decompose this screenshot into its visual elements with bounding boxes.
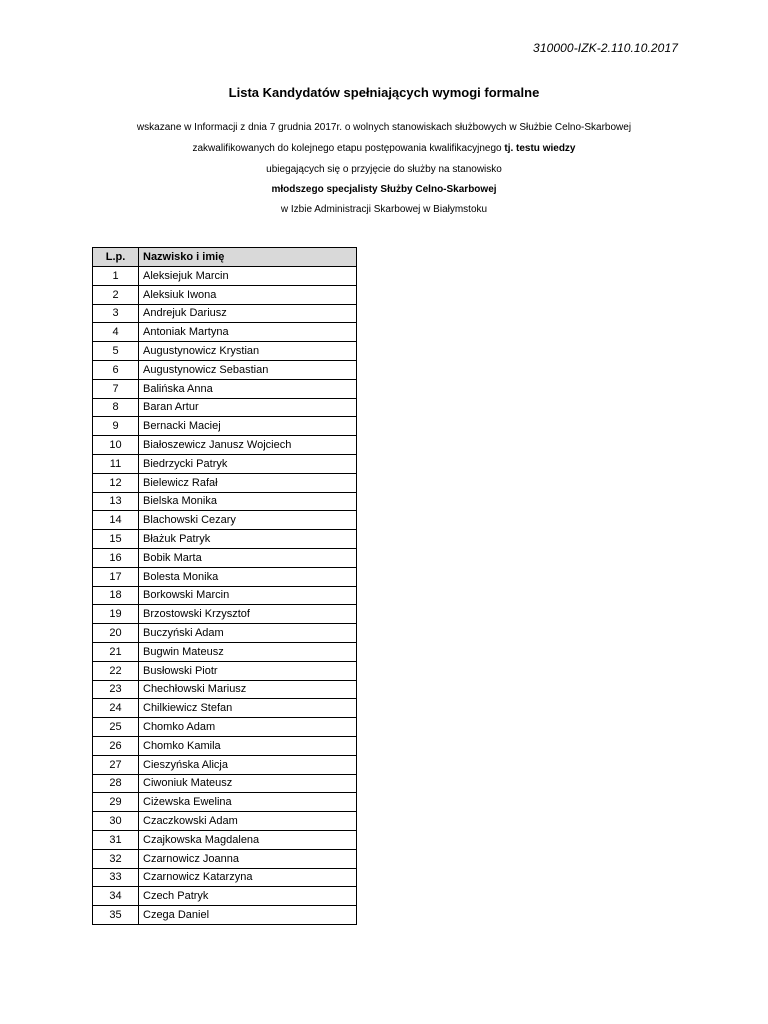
table-row [93, 624, 357, 643]
table-row [93, 379, 357, 398]
intro-line-2-text: zakwalifikowanych do kolejnego etapu postępowania kwalifikacyjnego [192, 143, 505, 154]
row-number: 2 [93, 285, 139, 304]
candidate-name: Bolesta Monika [139, 567, 357, 586]
candidate-name: Biedrzycki Patryk [139, 454, 357, 473]
row-number: 23 [93, 680, 139, 699]
intro-line-4-position: młodszego specjalisty Służby Celno-Skarbowej [271, 184, 497, 195]
row-number: 32 [93, 849, 139, 868]
intro-line-1: wskazane w Informacji z dnia 7 grudnia 2017r. o wolnych stanowiskach służbowych w Służbie Celno-Skarbowej [136, 122, 632, 133]
row-number: 17 [93, 567, 139, 586]
candidate-name: Chomko Kamila [139, 736, 357, 755]
table-row [93, 699, 357, 718]
candidate-name: Baran Artur [139, 398, 357, 417]
table-row [93, 323, 357, 342]
candidate-name: Aleksiejuk Marcin [139, 267, 357, 286]
row-number: 14 [93, 511, 139, 530]
row-number: 15 [93, 530, 139, 549]
row-number: 26 [93, 736, 139, 755]
candidate-name: Busłowski Piotr [139, 661, 357, 680]
document-title: Lista Kandydatów spełniających wymogi formalne [228, 85, 540, 100]
table-row [93, 473, 357, 492]
candidate-name: Bobik Marta [139, 548, 357, 567]
candidate-name: Brzostowski Krzysztof [139, 605, 357, 624]
table-row [93, 736, 357, 755]
candidate-name: Borkowski Marcin [139, 586, 357, 605]
row-number: 35 [93, 906, 139, 925]
candidate-name: Bernacki Maciej [139, 417, 357, 436]
candidate-name: Czarnowicz Katarzyna [139, 868, 357, 887]
header-name: Nazwisko i imię [139, 248, 357, 267]
row-number: 8 [93, 398, 139, 417]
intro-line-2 [0, 142, 768, 155]
candidate-name: Czaczkowski Adam [139, 812, 357, 831]
row-number: 12 [93, 473, 139, 492]
table-row [93, 793, 357, 812]
table-row [93, 511, 357, 530]
table-row [93, 605, 357, 624]
candidate-name: Ciżewska Ewelina [139, 793, 357, 812]
table-header-row [93, 248, 357, 267]
candidate-name: Bielska Monika [139, 492, 357, 511]
row-number: 7 [93, 379, 139, 398]
table-row [93, 680, 357, 699]
table-row [93, 661, 357, 680]
candidate-name: Andrejuk Dariusz [139, 304, 357, 323]
table-row [93, 285, 357, 304]
row-number: 5 [93, 342, 139, 361]
row-number: 4 [93, 323, 139, 342]
row-number: 33 [93, 868, 139, 887]
table-row [93, 887, 357, 906]
table-body [93, 267, 357, 925]
table-row [93, 267, 357, 286]
table-row [93, 567, 357, 586]
intro-line-5: w Izbie Administracji Skarbowej w Białymstoku [280, 204, 488, 215]
table-row [93, 304, 357, 323]
row-number: 16 [93, 548, 139, 567]
table-row [93, 342, 357, 361]
candidates-table [92, 247, 357, 925]
table-row [93, 398, 357, 417]
row-number: 20 [93, 624, 139, 643]
candidate-name: Czech Patryk [139, 887, 357, 906]
candidate-name: Błażuk Patryk [139, 530, 357, 549]
row-number: 13 [93, 492, 139, 511]
table-row [93, 755, 357, 774]
candidate-name: Balińska Anna [139, 379, 357, 398]
table-row [93, 548, 357, 567]
table-row [93, 454, 357, 473]
row-number: 34 [93, 887, 139, 906]
table-row [93, 530, 357, 549]
row-number: 6 [93, 360, 139, 379]
table-row [93, 774, 357, 793]
row-number: 1 [93, 267, 139, 286]
table-row [93, 436, 357, 455]
row-number: 25 [93, 718, 139, 737]
table-row [93, 642, 357, 661]
row-number: 24 [93, 699, 139, 718]
candidate-name: Cieszyńska Alicja [139, 755, 357, 774]
row-number: 10 [93, 436, 139, 455]
candidate-name: Czarnowicz Joanna [139, 849, 357, 868]
row-number: 29 [93, 793, 139, 812]
row-number: 31 [93, 830, 139, 849]
candidate-name: Aleksiuk Iwona [139, 285, 357, 304]
row-number: 22 [93, 661, 139, 680]
document-reference-number: 310000-IZK-2.110.10.2017 [533, 41, 678, 55]
table-row [93, 849, 357, 868]
row-number: 11 [93, 454, 139, 473]
candidate-name: Czajkowska Magdalena [139, 830, 357, 849]
row-number: 9 [93, 417, 139, 436]
candidate-name: Bielewicz Rafał [139, 473, 357, 492]
row-number: 27 [93, 755, 139, 774]
candidate-name: Blachowski Cezary [139, 511, 357, 530]
row-number: 3 [93, 304, 139, 323]
table-row [93, 417, 357, 436]
candidate-name: Chechłowski Mariusz [139, 680, 357, 699]
row-number: 21 [93, 642, 139, 661]
candidate-name: Czega Daniel [139, 906, 357, 925]
intro-line-3: ubiegających się o przyjęcie do służby na stanowisko [266, 164, 502, 175]
candidate-name: Augustynowicz Krystian [139, 342, 357, 361]
row-number: 19 [93, 605, 139, 624]
row-number: 18 [93, 586, 139, 605]
row-number: 30 [93, 812, 139, 831]
candidate-name: Buczyński Adam [139, 624, 357, 643]
header-lp: L.p. [93, 248, 139, 267]
table-row [93, 812, 357, 831]
candidate-name: Chilkiewicz Stefan [139, 699, 357, 718]
candidate-name: Ciwoniuk Mateusz [139, 774, 357, 793]
candidate-name: Antoniak Martyna [139, 323, 357, 342]
table-row [93, 586, 357, 605]
intro-line-2-bold: tj. testu wiedzy [504, 143, 576, 154]
table-row [93, 718, 357, 737]
row-number: 28 [93, 774, 139, 793]
candidate-name: Augustynowicz Sebastian [139, 360, 357, 379]
candidate-name: Białoszewicz Janusz Wojciech [139, 436, 357, 455]
candidate-name: Bugwin Mateusz [139, 642, 357, 661]
table-row [93, 830, 357, 849]
table-row [93, 906, 357, 925]
table-row [93, 492, 357, 511]
candidate-name: Chomko Adam [139, 718, 357, 737]
table-row [93, 868, 357, 887]
table-row [93, 360, 357, 379]
